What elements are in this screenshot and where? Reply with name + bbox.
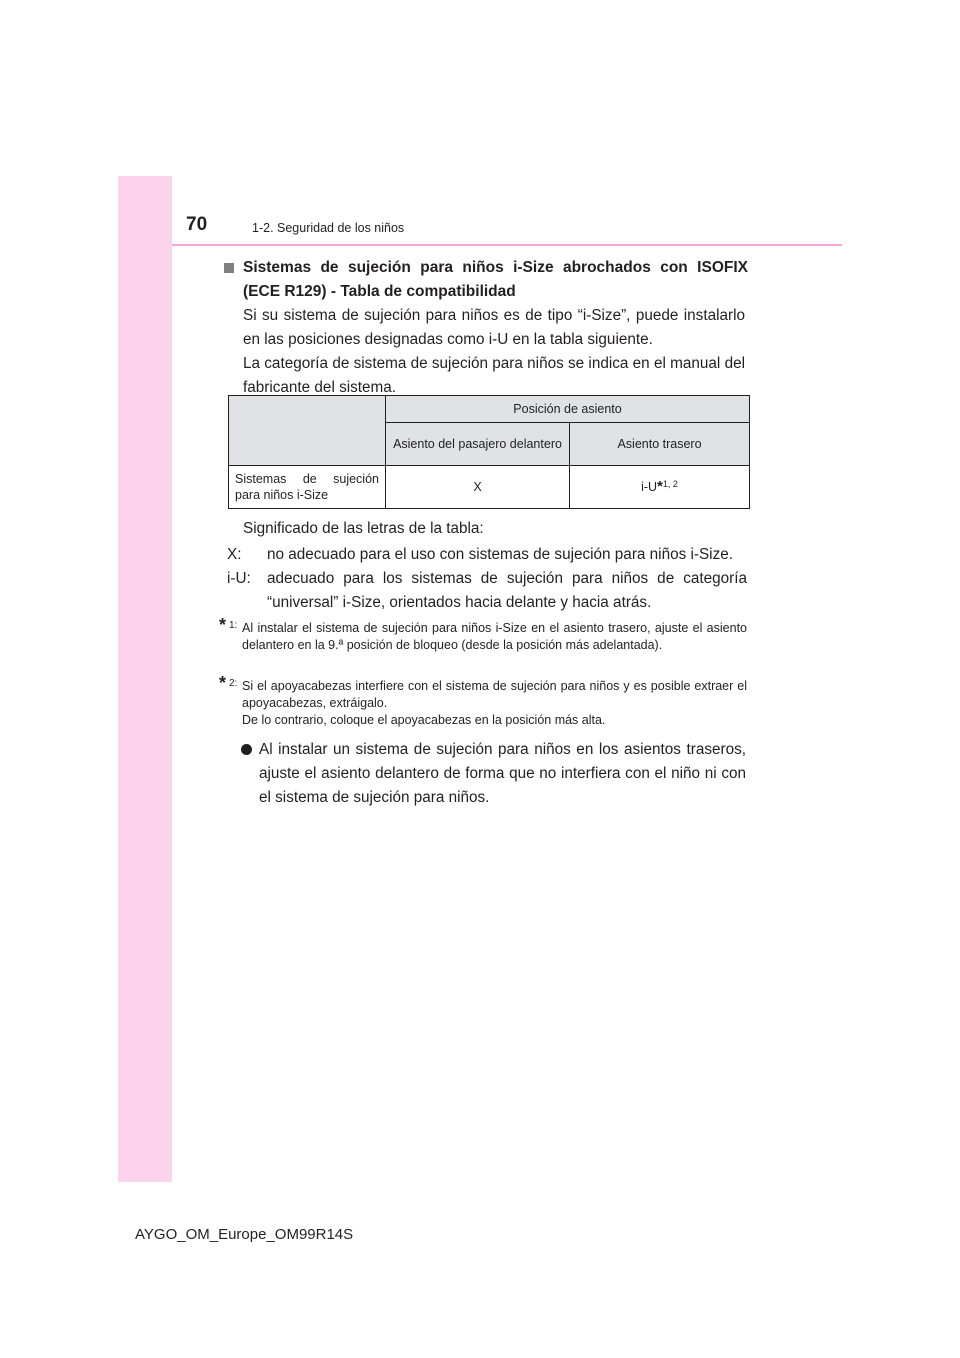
footnote-number: 1: [229,620,238,631]
footnote-text [242,678,747,729]
footnote-line: De lo contrario, coloque el apoyacabezas en la posición más alta. [242,713,606,727]
legend-item [227,567,747,615]
table-group-header: Posición de asiento [386,396,750,423]
square-bullet-icon [224,263,234,273]
table-cell-front: X [386,466,570,509]
table-cell-rear-footnote-ref: 1, 2 [662,479,678,489]
footnote-star-icon: * [219,615,227,635]
table-row-label: Sistemas de sujeción para niños i-Size [229,466,386,509]
intro-paragraph-2: La categoría de sistema de sujeción para niños se indica en el manual del fabricante del sistema. [243,355,745,396]
section-title: 1-2. Seguridad de los niños [252,221,405,235]
legend-text: adecuado para los sistemas de sujeción para niños de categoría “universal” i-Size, orientados hacia delante y hacia atrás. [267,570,747,611]
footnote-number: 2: [229,678,238,689]
table-corner-cell [229,396,386,466]
legend-key: i-U: [227,570,251,587]
intro-text [243,304,745,400]
legend-text: no adecuado para el uso con sistemas de sujeción para niños i-Size. [267,546,733,563]
footnote [219,673,747,729]
bullet-note-text: Al instalar un sistema de sujeción para niños en los asientos traseros, ajuste el asiento delantero de forma que no interfiera con el niño ni con el sistema de sujeción para niños. [259,741,746,806]
table-header-rear-seat: Asiento trasero [570,423,750,466]
table-header-front-seat: Asiento del pasajero delantero [386,423,570,466]
legend-caption: Significado de las letras de la tabla: [243,520,484,537]
footnote-star-icon: * [657,478,663,495]
legend-item [227,543,747,567]
footnote-star-icon: * [219,673,227,693]
heading-text: Sistemas de sujeción para niños i-Size abrochados con ISOFIX (ECE R129) - Tabla de compatibilidad [243,259,748,300]
table-cell-rear-value: i-U [641,480,658,494]
footnote-text [242,620,747,654]
bullet-note [238,738,746,810]
side-color-strip [118,176,172,1182]
legend-key: X: [227,546,242,563]
footnote-line: Al instalar el sistema de sujeción para niños i-Size en el asiento trasero, ajuste el asiento delantero en la 9.ª posición de bloqueo (desde la posición más adelantada). [242,621,747,652]
footnote-line: Si el apoyacabezas interfiere con el sistema de sujeción para niños y es posible extraer el apoyacabezas, extráigalo. [242,679,747,710]
footer-document-code: AYGO_OM_Europe_OM99R14S [135,1226,354,1243]
intro-paragraph-1: Si su sistema de sujeción para niños es de tipo “i-Size”, puede instalarlo en las posiciones designadas como i-U en la tabla siguiente. [243,307,745,348]
page-number: 70 [186,214,208,235]
footnote [219,615,747,654]
bullet-dot-icon [241,744,252,755]
table-cell-rear [570,466,750,509]
header-divider [172,244,842,246]
compatibility-table [228,395,750,509]
section-heading [220,256,748,304]
